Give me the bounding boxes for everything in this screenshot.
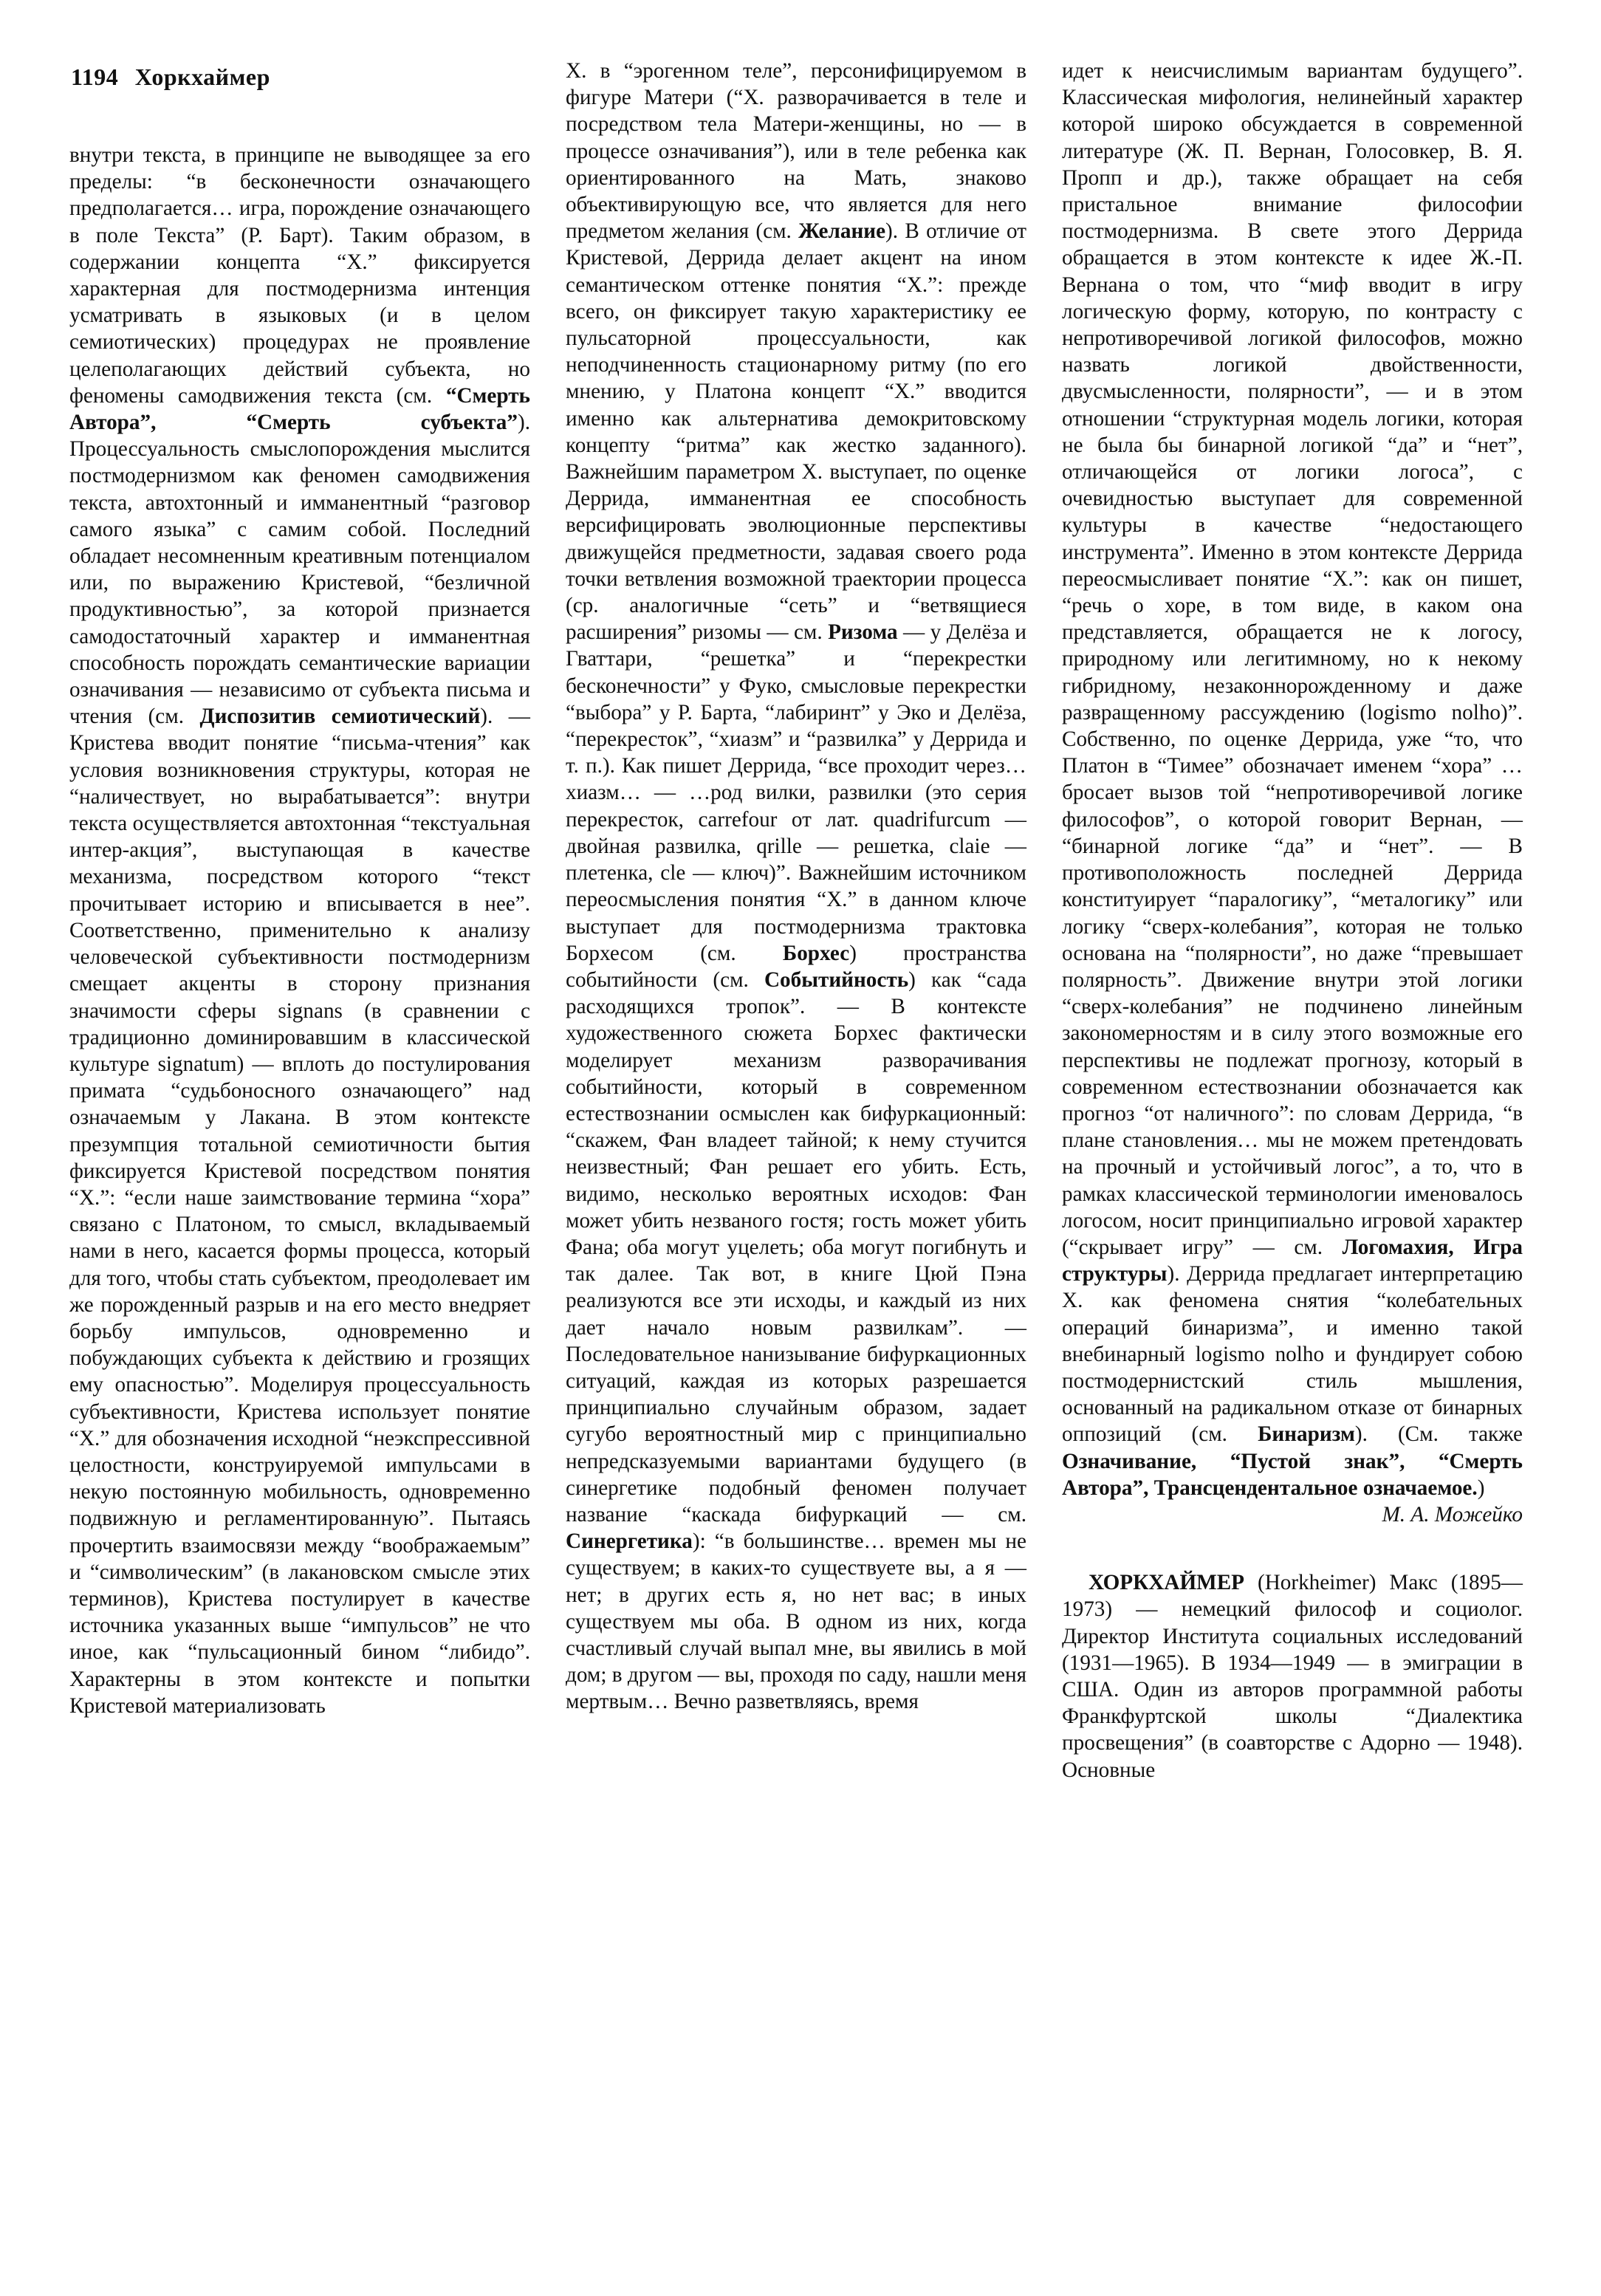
cross-reference: Диспозитив семиотический bbox=[199, 705, 481, 729]
paragraph bbox=[1062, 58, 1523, 1501]
entry-paragraph bbox=[1062, 1569, 1523, 1783]
cross-reference: Желание bbox=[798, 219, 886, 244]
running-title: Хоркхаймер bbox=[134, 64, 270, 90]
text-run: внутри текста, в принципе не выводящее за его пределы: “в бесконечности означающего предполагается… игра, порождение означающего в поле Текста” (Р. Барт). Таким образом, в содержании концепта “Х.” фиксируется характерная для постмодернизма интенция усматривать в языковых (и в целом семиотических) процедурах не проявление целеполагающих действий субъекта, но феномены самодвижения текста (см. bbox=[69, 143, 530, 408]
cross-reference: Событийность bbox=[764, 967, 909, 992]
cross-reference: Ризома bbox=[828, 620, 898, 645]
text-column-1 bbox=[69, 142, 530, 1719]
text-run: (Horkheimer) Макс (1895—1973) — немецкий философ и социолог. Директор Института социальных исследований (1931—1965). В 1934—1949 — в эмиграции в США. Один из авторов программной работы Франкфуртской школы “Диалектика просвещения” (в соавторстве с Адорно — 1948). Основные bbox=[1062, 1571, 1523, 1782]
dictionary-entry bbox=[1062, 1569, 1523, 1783]
text-column-2 bbox=[566, 58, 1026, 1716]
text-run: ). (См. также bbox=[1354, 1422, 1523, 1447]
text-run: ) bbox=[1477, 1476, 1485, 1500]
entry-headword: ХОРКХАЙМЕР bbox=[1089, 1571, 1244, 1595]
text-run: ) пространства событийности (см. bbox=[566, 941, 1026, 992]
text-run: ). — Кристева вводит понятие “письма-чтения” как условия возникновения структуры, которая не “наличествует, но вырабатывается”: внутри текста осуществляется автохтонная “текстуальная интер-акция”, выступающая в качестве механизма, посредством которого “текст прочитывает историю и вписывается в нее”. Соответственно, применительно к анализу человеческой субъективности постмодернизм смещает акценты в сторону признания значимости сферы signans (в сравнении с традиционно доминировавшим в классической культуре signatum) — вплоть до постулирования примата “судьбоносного означающего” над означаемым у Лакана. В этом контексте презумпция тотальной семиотичности бытия фиксируется Кристевой посредством понятия “Х.”: “если наше заимствование термина “хора” связано с Платоном, то смысл, вкладываемый нами в него, касается формы процесса, который для того, чтобы стать субъектом, преодолевает им же порожденный разрыв и на его место внедряет борьбу импульсов, одновременно и побуждающих субъекта к действию и грозящих ему опасностью”. Моделируя процессуальность субъективности, Кристева использует понятие “Х.” для обозначения исходной “неэкспрессивной целостности, конструируемой импульсами в некую постоянную мобильность, одновременно подвижную и регламентированную”. Пытаясь прочертить взаимосвязи между “воображаемым” и “символическим” (в лакановском смысле этих терминов), Кристева постулирует в качестве источника указанных выше “импульсов” не что иное, как “пульсационный бином “либидо”. Характерны в этом контексте и попытки Кристевой материализовать bbox=[69, 705, 530, 1718]
page-number: 1194 bbox=[71, 64, 119, 90]
text-run: Х. в “эрогенном теле”, персонифицируемом в фигуре Матери (“Х. разворачивается в теле и посредством тела Матери-женщины, но — в процессе означивания”), или в теле ребенка как ориентированного на Мать, знаково объективирующую все, что является для него предметом желания (см. bbox=[566, 59, 1026, 244]
text-run: ). В отличие от Кристевой, Деррида делает акцент на ином семантическом оттенке понятия “Х.”: прежде всего, он фиксирует такую характеристику ее пульсаторной процессуальности, как неподчиненность стационарному ритму (по его мнению, у Платона концепт “Х.” вводится именно как альтернатива демокритовскому концепту “ритма” как жестко заданного). Важнейшим параметром Х. выступает, по оценке Деррида, имманентная ее способность версифицировать эволюционные перспективы движущейся предметности, задавая своего рода точки ветвления возможной траектории процесса (ср. аналогичные “сеть” и “ветвящиеся расширения” ризомы — см. bbox=[566, 219, 1026, 645]
text-run: идет к неисчислимым вариантам будущего”. Классическая мифология, нелинейный характер которой широко обсуждается в современной литературе (Ж. П. Вернан, Голосовкер, В. Я. Пропп и др.), также обращает на себя пристальное внимание философии постмодернизма. В свете этого Деррида обращается в этом контексте к идее Ж.-П. Вернана о том, что “миф вводит в игру логическую форму, которую, по контрасту с непротиворечивой логикой философов, можно назвать логикой двойственности, двусмысленности, полярности”, — и в этом отношении “структурная модель логики, которая не была бы бинарной логикой “да” и “нет”, отличающейся от логики логоса”, с очевидностью выступает для современной культуры в качестве “недостающего инструмента”. Именно в этом контексте Деррида переосмысливает понятие “Х.”: как он пишет, “речь о хоре, в том виде, в каком она представляется, обращается не к логосу, природному или легитимному, но к некому гибридному, незаконнорожденному и даже развращенному рассуждению (logismo nolho)”. Собственно, по оценке Деррида, уже “то, что Платон в “Тимее” обозначает именем “хора” …бросает вызов той “непротиворечивой логике философов”, о которой говорит Вернан, — “бинарной логике “да” и “нет”. — В противоположность последней Деррида конституирует “паралогику”, “металогику” или логику “сверх-колебания”, которая не только основана на “полярности”, но даже “превышает полярность”. Движение внутри этой логики “сверх-колебания” не подчинено линейным закономерностям и в силу этого возможные его перспективы не подлежат прогнозу, который в современном естествознании обозначается как прогноз “от наличного”: по словам Деррида, “в плане становления… мы не можем претендовать на прочный и устойчивый логос”, а то, что в рамках классической терминологии именовалось логосом, носит принципиально игровой характер (“скрывает игру” — см. bbox=[1062, 59, 1523, 1259]
text-run: ) как “сада расходящихся тропок”. — В контексте художественного сюжета Борхес фактически моделирует механизм разворачивания событийности, который в современном естествознании осмыслен как бифуркационный: “скажем, Фан владеет тайной; к нему стучится неизвестный; Фан решает его убить. Есть, видимо, несколько вероятных исходов: Фан может убить незваного гостя; гость может убить Фана; оба могут уцелеть; оба могут погибнуть и так далее. Так вот, в книге Цюй Пэна реализуются все эти исходы, и каждый из них дает начало новым развилкам”. — Последовательное нанизывание бифуркационных ситуаций, каждая из которых разрешается принципиально случайным образом, задает сугубо вероятностный мир с принципиально непредсказуемыми вариантами будущего (в синергетике подобный феномен получает название “каскада бифуркаций — см. bbox=[566, 967, 1027, 1526]
text-run: ). Деррида предлагает интерпретацию Х. как феномена снятия “колебательных операций бинаризма”, и именно такой внебинарный logismo nolho и фундирует собою постмодернистский стиль мышления, основанный на радикальном отказе от бинарных оппозиций (см. bbox=[1062, 1262, 1523, 1447]
cross-reference: Означивание, “Пустой знак”, “Смерть Автора”, Трансцендентальное означаемое. bbox=[1062, 1449, 1523, 1500]
cross-reference: Бинаризм bbox=[1258, 1422, 1355, 1447]
text-run: — у Делёза и Гваттари, “решетка” и “перекрестки бесконечности” у Фуко, смысловые перекрестки “выбора” у Р. Барта, “лабиринт” у Эко и Делёза, “перекресток”, “хиазм” и “развилка” у Деррида и т. п.). Как пишет Деррида, “все проходит через… хиазм… — …род вилки, развилки (это серия перекресток, carrefour от лат. quadrifurcum — двойная развилка, qrille — решетка, claie — плетенка, cle — ключ)”. Важнейшим источником переосмысления понятия “Х.” в данном ключе выступает для постмодернизма трактовка Борхесом (см. bbox=[566, 620, 1026, 965]
paragraph bbox=[69, 142, 530, 1719]
text-run: ): “в большинстве… времен мы не существуем; в каких-то существуете вы, а я — нет; в других есть я, но нет вас; в иных существуем мы оба. В одном из них, когда счастливый случай выпал мне, вы явились в мой дом; в другом — вы, проходя по саду, нашли меня мертвым… Вечно разветвляясь, время bbox=[566, 1529, 1026, 1714]
article-author: М. А. Можейко bbox=[1382, 1502, 1523, 1526]
cross-reference: Логомахия, Игра структуры bbox=[1062, 1235, 1523, 1286]
cross-reference: Синергетика bbox=[566, 1529, 693, 1554]
running-head bbox=[71, 64, 270, 91]
text-run: ). Процессуальность смыслопорождения мыслится постмодернизмом как феномен самодвижения текста, автохтонный и имманентный “разговор самого языка” с самим собой. Последний обладает несомненным креативным потенциалом или, по выражению Кристевой, “безличной продуктивностью”, за которой признается самодостаточный характер и имманентная способность порождать семантические вариации означивания — независимо от субъекта письма и чтения (см. bbox=[69, 411, 530, 729]
entry-separator bbox=[1062, 1528, 1523, 1569]
text-column-3 bbox=[1062, 58, 1523, 1783]
paragraph bbox=[566, 58, 1026, 1716]
cross-reference: Борхес bbox=[782, 941, 850, 965]
cross-reference: “Смерть Автора”, “Смерть субъекта” bbox=[69, 383, 530, 435]
